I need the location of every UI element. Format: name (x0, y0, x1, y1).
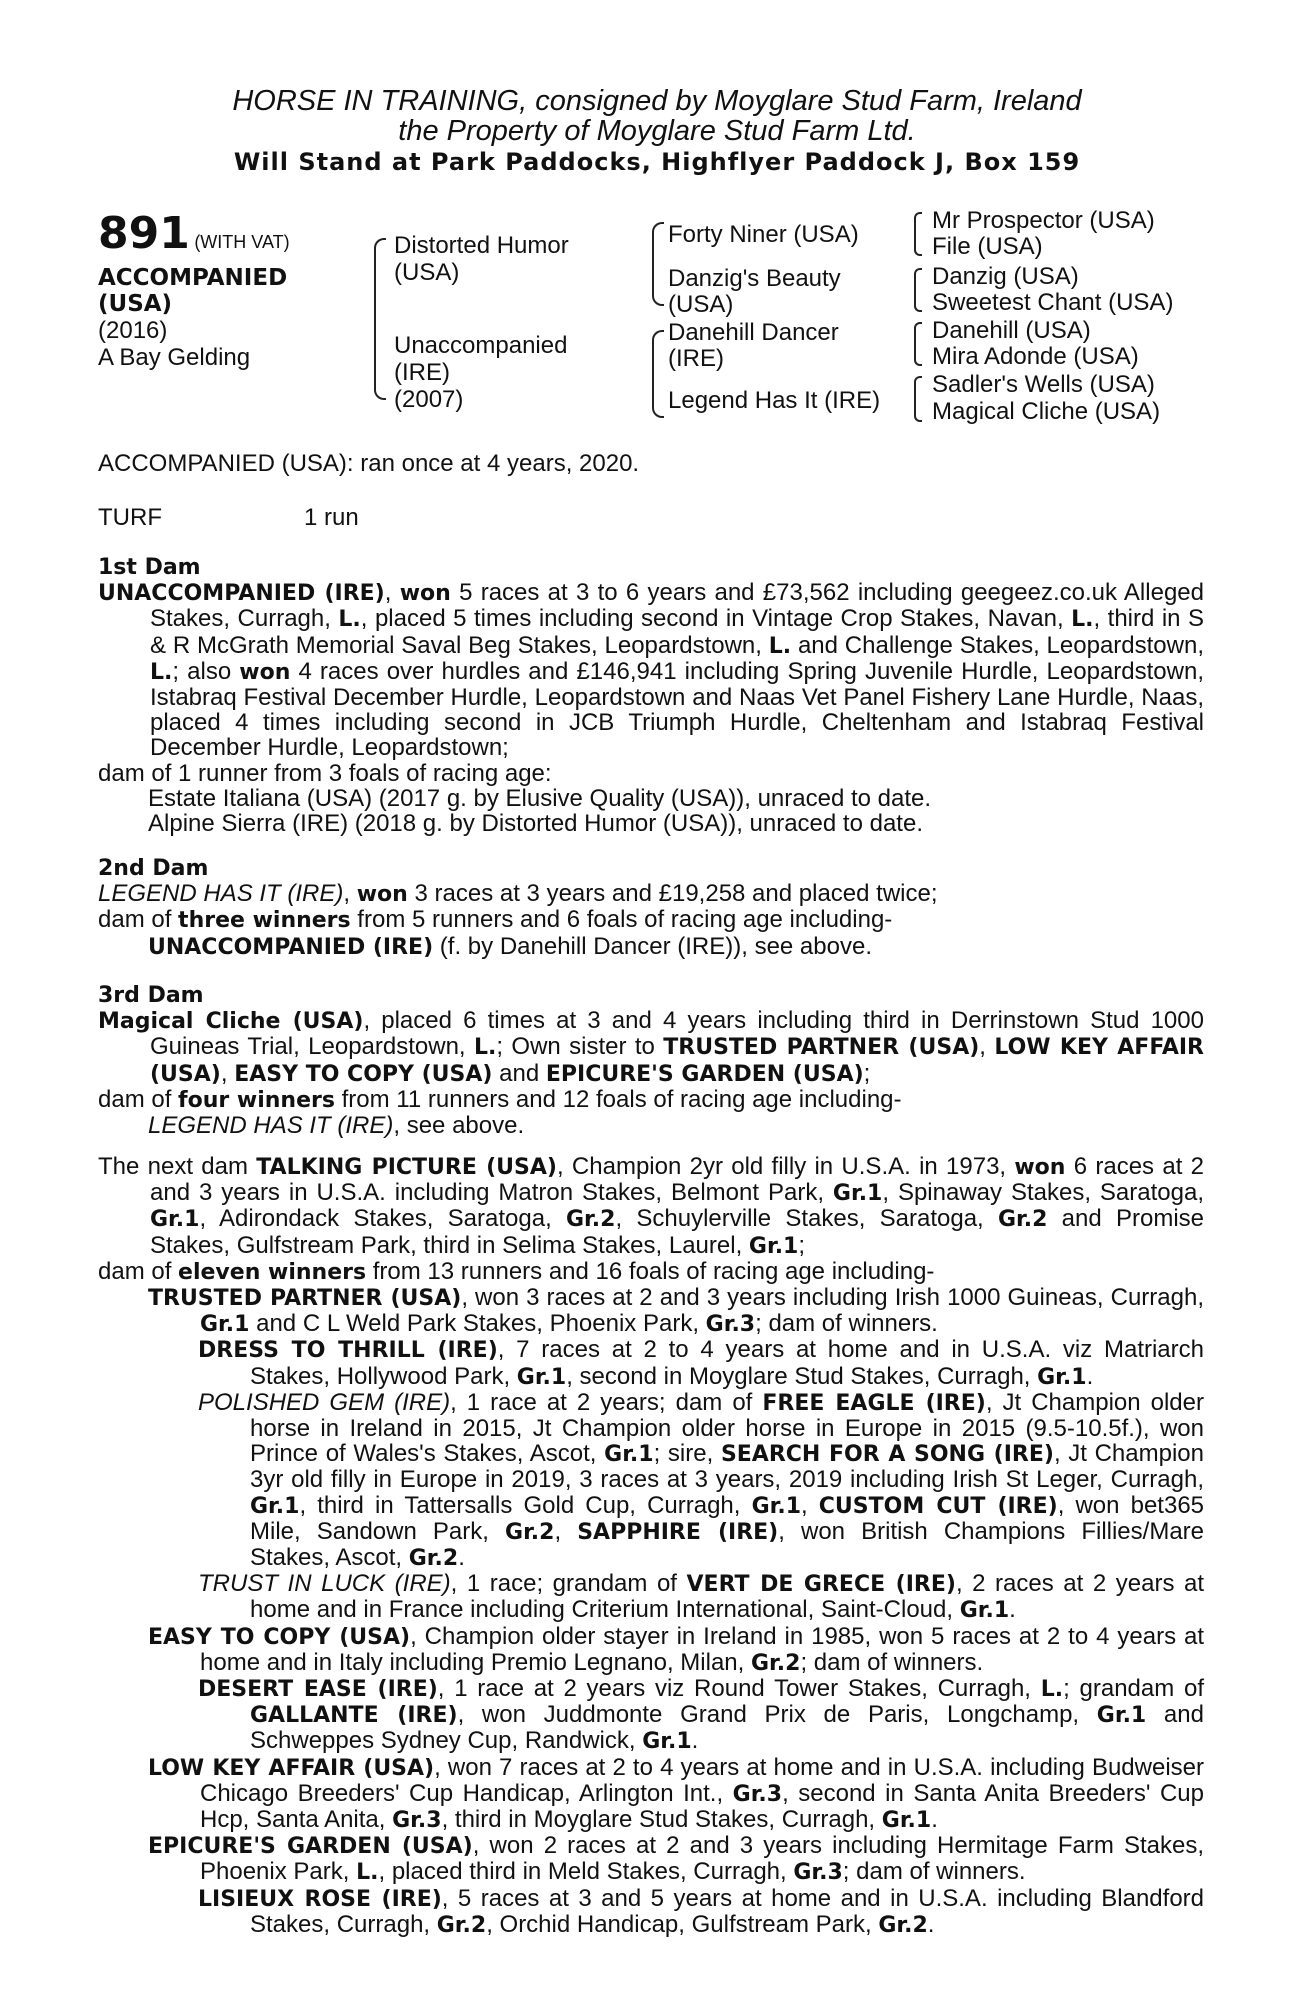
dam-of-line (98, 1259, 1204, 1285)
progeny-name: LEGEND HAS IT (IRE) (148, 1112, 394, 1140)
dam-of-line: dam of 1 runner from 3 foals of racing age: (98, 759, 552, 787)
turf-label: TURF (98, 504, 162, 531)
progeny-name: GALLANTE (IRE) (250, 1703, 458, 1729)
sibling-name: LOW KEY AFFAIR (USA) (150, 1035, 1204, 1087)
text: , placed 5 times including second in Vintage Crop Stakes, Navan, (360, 605, 1072, 633)
horse-year: (2016) (98, 317, 168, 344)
grade-label: Gr.1 (832, 1181, 883, 1207)
great-grandparent-1: Mr Prospector (USA) (932, 207, 1155, 234)
text: , (220, 1059, 235, 1087)
text: ; dam of winners. (800, 1648, 984, 1676)
text: ; dam of winners. (842, 1858, 1026, 1886)
text: , 1 race; grandam of (450, 1570, 687, 1598)
grade-label: Gr.1 (881, 1808, 932, 1834)
progeny-entry (98, 934, 1204, 960)
text: 6 races at 2 and 3 years in U.S.A. including Matron Stakes, Belmont Park, (150, 1153, 1204, 1207)
text: from 5 runners and 6 foals of racing age including- (350, 906, 893, 934)
dam-name: Magical Cliche (USA) (98, 1009, 364, 1035)
great-grandparent-8: Magical Cliche (USA) (932, 398, 1161, 425)
sibling-name: EASY TO COPY (USA) (234, 1061, 493, 1087)
lot-header (98, 208, 290, 259)
grade-label: Gr.2 (436, 1912, 487, 1938)
text: and C L Weld Park Stakes, Phoenix Park, (249, 1310, 706, 1338)
text: , 1 race at 2 years viz Round Tower Stakes, Curragh, (437, 1675, 1041, 1703)
text: , third in Moyglare Stud Stakes, Curragh, (441, 1806, 882, 1834)
sibling-name: TRUSTED PARTNER (USA) (663, 1035, 980, 1061)
vat-label: (WITH VAT) (194, 232, 290, 252)
sibling-name: EPICURE'S GARDEN (USA) (545, 1061, 864, 1087)
grade-label: Gr.2 (505, 1519, 555, 1545)
grade-label: Gr.1 (959, 1598, 1010, 1624)
text: ; grandam of (1063, 1675, 1204, 1703)
horse-country: (USA) (98, 291, 173, 317)
great-grandparent-5: Danehill (USA) (932, 317, 1091, 344)
text: ; sire, (653, 1440, 721, 1468)
text: 4 races over hurdles and £146,941 including Spring Juvenile Hurdle, Leopardstown, Istabraq Festival December Hurdle, Leopardstown and Naas Vet Panel Fishery Lane Hurdle, Naas, placed 4 times including second in JCB Triumph Hurdle, Cheltenham and Istabraq Festival December Hurdle, Leopardstown; (150, 657, 1204, 762)
won-label: won (399, 581, 451, 607)
great-grandparent-2: File (USA) (932, 233, 1043, 260)
progeny-name: SAPPHIRE (IRE) (577, 1519, 779, 1545)
grade-label: Gr.1 (1096, 1703, 1147, 1729)
dam-name: UNACCOMPANIED (IRE) (98, 581, 385, 607)
text: dam of (98, 1085, 179, 1113)
text: , 7 races at 2 to 4 years at home and in U.S.A. viz Matriarch Stakes, Hollywood Park, (250, 1336, 1204, 1390)
foal-entry: Estate Italiana (USA) (2017 g. by Elusive Quality (USA)), unraced to date. (148, 784, 932, 812)
text: . (1009, 1596, 1016, 1624)
text: 5 races at 3 to 6 years and £73,562 including geegeez.co.uk Alleged Stakes, Curragh, (150, 579, 1204, 633)
text: . (691, 1727, 699, 1755)
text: ; also (172, 657, 240, 685)
won-label: won (239, 659, 291, 685)
listed-label: L. (473, 1035, 497, 1061)
text: dam of (98, 906, 179, 934)
won-label: won (1014, 1155, 1066, 1180)
grade-label: Gr.1 (250, 1493, 300, 1519)
sire-country: (USA) (394, 259, 460, 286)
grade-label: Gr.3 (732, 1781, 783, 1807)
grade-label: Gr.1 (150, 1207, 200, 1233)
progeny-name: VERT DE GRECE (IRE) (686, 1572, 956, 1598)
grade-label: Gr.2 (878, 1912, 928, 1938)
grade-label: Gr.1 (604, 1442, 654, 1468)
progeny-entry (98, 1113, 1204, 1138)
brace-gg-1 (914, 212, 922, 256)
progeny-entry (98, 1285, 1204, 1337)
text: , won 3 races at 2 and 3 years including Irish 1000 Guineas, Curragh, (461, 1284, 1204, 1312)
grade-label: Gr.1 (642, 1729, 692, 1755)
grandsire-1: Forty Niner (USA) (668, 221, 859, 248)
dam-country: (IRE) (394, 359, 450, 386)
text: , Orchid Handicap, Gulfstream Park, (486, 1910, 879, 1938)
grade-label: Gr.1 (200, 1312, 250, 1338)
first-dam-section (98, 554, 1204, 836)
second-dam-record (98, 881, 1204, 907)
grade-label: Gr.3 (793, 1860, 843, 1886)
listed-label: L. (1040, 1677, 1064, 1703)
text: 3 races at 3 years and £19,258 and placed twice; (407, 880, 938, 908)
foal-entry: Alpine Sierra (IRE) (2018 g. by Distorted Humor (USA)), unraced to date. (148, 810, 923, 838)
progeny-name: FREE EAGLE (IRE) (762, 1390, 986, 1416)
text: , (979, 1033, 995, 1061)
granddam-2: Legend Has It (IRE) (668, 387, 881, 414)
winners-count: four winners (178, 1087, 335, 1113)
listed-label: L. (150, 659, 173, 685)
text: , (384, 579, 400, 607)
text: , won bet365 Mile, Sandown Park, (250, 1491, 1205, 1545)
progeny-name: CUSTOM CUT (IRE) (818, 1493, 1058, 1519)
brace-sire-dam (374, 238, 386, 400)
text: , 1 race at 2 years; dam of (450, 1388, 763, 1416)
progeny-entry (98, 1337, 1204, 1389)
section-title: 1st Dam (98, 555, 201, 580)
text: from 11 runners and 12 foals of racing age including- (334, 1085, 902, 1113)
text: , 2 races at 2 years at home and in France including Criterium International, Saint-Cloud, (250, 1570, 1205, 1624)
text: and Promise Stakes, Gulfstream Park, third in Selima Stakes, Laurel, (150, 1205, 1205, 1259)
progeny-name: SEARCH FOR A SONG (IRE) (720, 1442, 1054, 1468)
brace-gg-3 (914, 322, 922, 366)
text: and Challenge Stakes, Leopardstown, (791, 631, 1204, 659)
text: ; (798, 1231, 806, 1259)
grade-label: Gr.1 (516, 1364, 567, 1390)
text: , Schuylerville Stakes, Saratoga, (615, 1205, 998, 1233)
first-dam-record (98, 580, 1204, 760)
text: , (554, 1517, 578, 1545)
dam-name: LEGEND HAS IT (IRE) (98, 880, 344, 908)
text: , third in Tattersalls Gold Cup, Curragh, (299, 1491, 752, 1519)
lot-number: 891 (98, 208, 190, 259)
text: , Adirondack Stakes, Saratoga, (199, 1205, 566, 1233)
text: ; Own sister to (496, 1033, 664, 1061)
text: ; dam of winners. (755, 1310, 938, 1338)
turf-runs: 1 run (304, 504, 359, 531)
grandsire-2: Danehill Dancer (668, 319, 839, 346)
granddam-1-country: (USA) (668, 291, 734, 318)
progeny-name: DESERT EASE (IRE) (198, 1677, 438, 1703)
grade-label: Gr.1 (751, 1493, 801, 1519)
progeny-entry (98, 1624, 1204, 1676)
listed-label: L. (1071, 607, 1094, 633)
brace-gg-2 (914, 268, 922, 312)
progeny-entry (98, 1571, 1204, 1623)
section-title: 3rd Dam (98, 983, 204, 1008)
text: , Champion older stayer in Ireland in 1985, won 5 races at 2 to 4 years at home and in Italy including Premio Legnano, Milan, (200, 1622, 1205, 1676)
next-dam-record (98, 1154, 1204, 1259)
text: , see above. (393, 1112, 525, 1140)
progeny-entry (98, 1755, 1204, 1834)
listed-label: L. (356, 1860, 379, 1886)
progeny-name: LOW KEY AFFAIR (USA) (148, 1755, 435, 1781)
text: , second in Moyglare Stud Stakes, Curragh, (566, 1362, 1038, 1390)
text: , Champion 2yr old filly in U.S.A. in 1973, (556, 1153, 1015, 1180)
brace-dam-parents (652, 330, 664, 418)
grade-label: Gr.2 (751, 1650, 801, 1676)
sire-name: Distorted Humor (394, 232, 569, 259)
race-record: ACCOMPANIED (USA): ran once at 4 years, 2020. (98, 450, 640, 477)
text: . (927, 1910, 935, 1938)
text: from 13 runners and 16 foals of racing age including- (366, 1257, 935, 1285)
brace-sire-parents (652, 222, 664, 306)
great-grandparent-6: Mira Adonde (USA) (932, 343, 1139, 370)
progeny-entry (98, 1833, 1204, 1885)
text: , won British Champions Fillies/Mare Stakes, Ascot, (250, 1517, 1205, 1572)
progeny-entry (98, 1676, 1204, 1755)
text: . (1086, 1362, 1094, 1390)
text: , placed 6 times at 3 and 4 years including third in Derrinstown Stud 1000 Guineas Trial, Leopardstown, (150, 1007, 1204, 1061)
dam-name: TALKING PICTURE (USA) (256, 1155, 557, 1180)
great-grandparent-7: Sadler's Wells (USA) (932, 371, 1155, 398)
winners-count: three winners (178, 908, 351, 934)
great-grandparent-3: Danzig (USA) (932, 263, 1079, 290)
second-dam-section (98, 855, 1204, 960)
text: , won 2 races at 2 and 3 years including Hermitage Farm Stakes, Phoenix Park, (200, 1832, 1204, 1886)
great-grandparent-4: Sweetest Chant (USA) (932, 289, 1174, 316)
third-dam-section (98, 982, 1204, 1138)
header-line-2: the Property of Moyglare Stud Farm Ltd. (398, 115, 916, 147)
listed-label: L. (768, 633, 792, 659)
progeny-name: DRESS TO THRILL (IRE) (198, 1338, 498, 1364)
granddam-1: Danzig's Beauty (668, 265, 841, 292)
grade-label: Gr.3 (392, 1808, 442, 1834)
section-title: 2nd Dam (98, 856, 209, 881)
dam-name: Unaccompanied (394, 332, 568, 359)
brace-gg-4 (914, 376, 922, 422)
text: , won 7 races at 2 to 4 years at home and in U.S.A. including Budweiser Chicago Breeders' Cup Handicap, Arlington Int., (200, 1753, 1204, 1807)
progeny-name: POLISHED GEM (IRE) (198, 1388, 451, 1416)
text: and (492, 1059, 546, 1087)
text: , (343, 880, 357, 908)
won-label: won (356, 882, 408, 908)
grade-label: Gr.1 (1037, 1364, 1087, 1390)
text: , won Juddmonte Grand Prix de Paris, Longchamp, (457, 1701, 1097, 1729)
text: , third in S & R McGrath Memorial Saval Beg Stakes, Leopardstown, (150, 605, 1205, 659)
dam-of-line (98, 1087, 1204, 1113)
next-dam-section (98, 1154, 1204, 1938)
text: , Spinaway Stakes, Saratoga, (882, 1179, 1204, 1207)
grade-label: Gr.2 (997, 1207, 1048, 1233)
grandsire-2-country: (IRE) (668, 345, 724, 372)
text: . (931, 1806, 938, 1834)
progeny-name: EASY TO COPY (USA) (148, 1624, 411, 1650)
dam-year: (2007) (394, 386, 464, 413)
third-dam-record (98, 1008, 1204, 1087)
progeny-name: TRUST IN LUCK (IRE) (198, 1570, 451, 1598)
text: , (801, 1491, 819, 1519)
progeny-name: EPICURE'S GARDEN (USA) (148, 1834, 473, 1860)
progeny-entry (98, 1886, 1204, 1938)
text: ; (863, 1059, 871, 1087)
winners-count: eleven winners (178, 1259, 367, 1285)
progeny-name: LISIEUX ROSE (IRE) (198, 1886, 442, 1912)
text: The next dam (98, 1153, 257, 1180)
text: , placed third in Meld Stakes, Curragh, (378, 1858, 794, 1886)
dam-of-line (98, 907, 1204, 933)
progeny-name: TRUSTED PARTNER (USA) (148, 1286, 462, 1312)
grade-label: Gr.2 (566, 1207, 616, 1233)
text: . (458, 1544, 465, 1572)
horse-name: ACCOMPANIED (98, 265, 288, 291)
text: (f. by Danehill Dancer (IRE)), see above. (433, 932, 872, 960)
grade-label: Gr.2 (408, 1546, 459, 1572)
horse-description: A Bay Gelding (98, 344, 251, 371)
text: , Jt Champion 3yr old filly in Europe in 2019, 3 races at 3 years, 2019 including Irish St Leger, Curragh, (250, 1440, 1204, 1494)
text: , 5 races at 3 and 5 years at home and in U.S.A. including Blandford Stakes, Curragh, (250, 1884, 1205, 1938)
text: , Jt Champion older horse in Ireland in 2015, Jt Champion older horse in Europe in 2015 (9.5-10.5f.), won Prince of Wales's Stakes, Ascot, (250, 1388, 1204, 1468)
text: , second in Santa Anita Breeders' Cup Hcp, Santa Anita, (200, 1779, 1204, 1834)
grade-label: Gr.3 (705, 1312, 756, 1338)
progeny-entry (98, 1390, 1204, 1571)
text: dam of (98, 1257, 179, 1285)
progeny-name: UNACCOMPANIED (IRE) (148, 934, 434, 960)
header-line-1: HORSE IN TRAINING, consigned by Moyglare Stud Farm, Ireland (232, 85, 1082, 117)
listed-label: L. (338, 607, 361, 633)
text: and Schweppes Sydney Cup, Randwick, (250, 1701, 1204, 1755)
header-line-3: Will Stand at Park Paddocks, Highflyer Paddock J, Box 159 (233, 148, 1081, 176)
grade-label: Gr.1 (748, 1233, 799, 1259)
